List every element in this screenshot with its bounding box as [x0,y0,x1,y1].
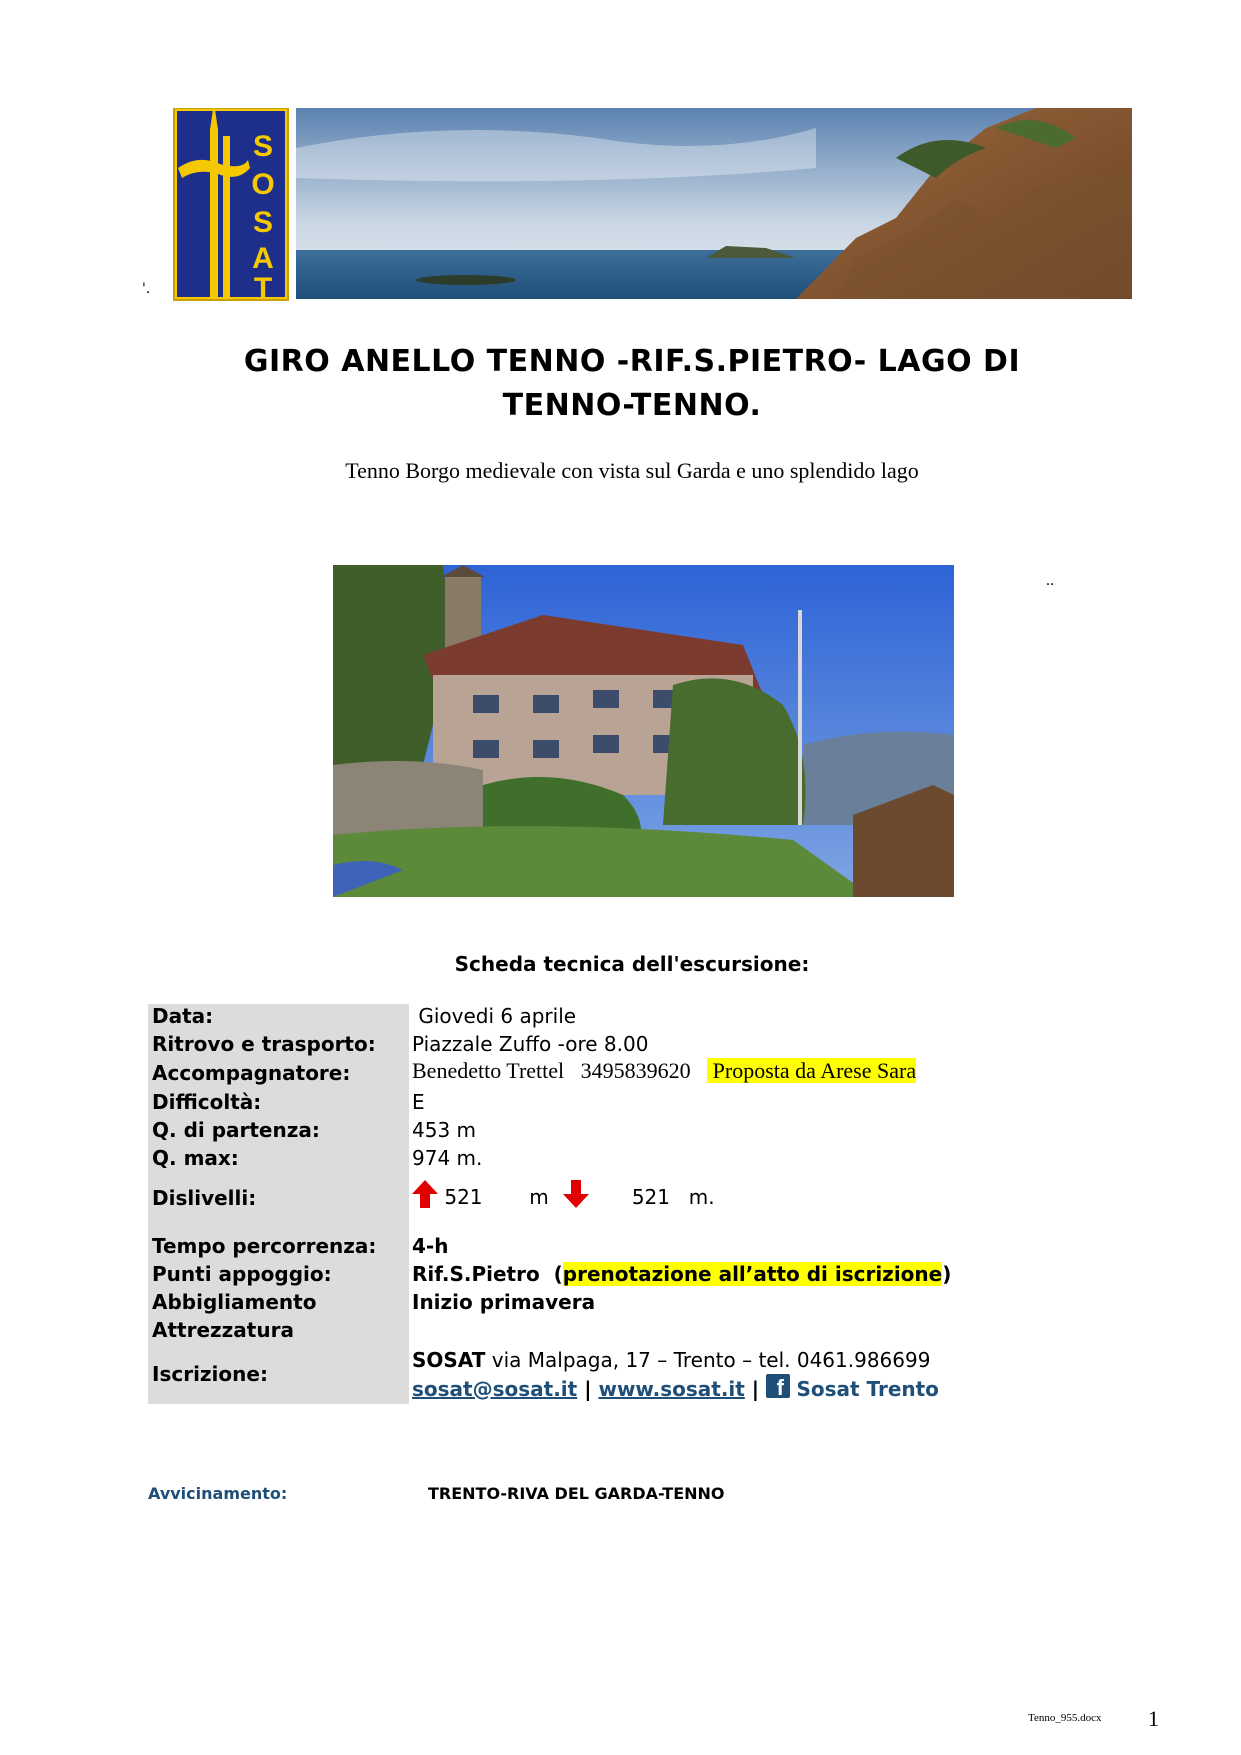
value-appoggio [412,1262,951,1286]
header-banner-image [296,108,1132,299]
svg-text:S: S [252,130,274,163]
svg-text:T: T [253,272,273,302]
title-line-1: GIRO ANELLO TENNO -RIF.S.PIETRO- LAGO DI [243,344,1021,379]
label-tempo: Tempo percorrenza: [152,1234,377,1258]
facebook-icon[interactable]: f [766,1374,790,1398]
website-link[interactable]: www.sosat.it [598,1377,745,1401]
arrow-down-icon [563,1180,589,1213]
label-attrezzatura: Attrezzatura [152,1318,294,1342]
value-data: Giovedi 6 aprile [412,1004,577,1028]
separator: | [577,1377,599,1401]
descent-value: 521 [631,1185,671,1209]
page-title [150,340,1114,428]
svg-text:O: O [251,168,275,201]
page-number: 1 [1148,1706,1159,1731]
value-iscrizione-line1 [412,1348,930,1372]
arrow-up-icon [412,1180,438,1213]
rifugio-photo [333,565,954,897]
sosat-logo [168,108,292,302]
descent-unit: m. [688,1185,715,1209]
guide-name: Benedetto Trettel [412,1058,565,1083]
booking-note: prenotazione all’atto di iscrizione [562,1262,943,1286]
proposal-text: Proposta da Arese Sara [712,1058,917,1083]
separator: | [744,1377,767,1401]
value-ritrovo: Piazzale Zuffo -ore 8.00 [412,1032,649,1056]
label-difficolta: Difficoltà: [152,1090,262,1114]
email-link[interactable]: sosat@sosat.it [412,1377,578,1401]
value-tempo: 4-h [412,1234,449,1258]
footer-filename: Tenno_955.docx [1028,1712,1102,1724]
label-dislivelli: Dislivelli: [152,1186,257,1210]
guide-phone: 3495839620 [580,1058,691,1083]
stray-mark: '. [142,281,151,297]
value-difficolta: E [412,1090,425,1114]
paren-close: ) [942,1262,952,1286]
support-place: Rif.S.Pietro [412,1262,540,1286]
label-iscrizione: Iscrizione: [152,1362,268,1386]
title-line-2: TENNO-TENNO. [502,388,762,423]
ascent-value: 521 [444,1185,483,1209]
org-name: SOSAT [412,1348,486,1372]
section-title: Scheda tecnica dell'escursione: [454,952,810,976]
value-partenza: 453 m [412,1118,477,1142]
ascent-unit: m [529,1185,549,1209]
org-address: via Malpaga, 17 – Trento – tel. 0461.986699 [485,1348,931,1372]
paren-open: ( [553,1262,563,1286]
stray-dots: .. [1046,572,1054,589]
tech-sheet-table [148,1004,988,1404]
label-data: Data: [152,1004,214,1028]
svg-text:A: A [252,242,274,275]
label-max: Q. max: [152,1146,239,1170]
approach-label: Avvicinamento: [148,1484,288,1503]
label-accompagnatore: Accompagnatore: [152,1061,351,1085]
facebook-link[interactable]: Sosat Trento [796,1377,939,1401]
svg-text:S: S [252,206,274,239]
value-accompagnatore [412,1058,916,1084]
label-ritrovo: Ritrovo e trasporto: [152,1032,376,1056]
value-abbigliamento: Inizio primavera [412,1290,596,1314]
page-subtitle: Tenno Borgo medievale con vista sul Garda e uno splendido lago [345,458,919,483]
value-max: 974 m. [412,1146,483,1170]
label-partenza: Q. di partenza: [152,1118,320,1142]
value-iscrizione-line2 [412,1374,939,1401]
value-dislivelli [412,1180,715,1213]
proposal-note [707,1058,916,1083]
label-appoggio: Punti appoggio: [152,1262,332,1286]
label-abbigliamento: Abbigliamento [152,1290,317,1314]
approach-value: TRENTO-RIVA DEL GARDA-TENNO [428,1484,725,1503]
